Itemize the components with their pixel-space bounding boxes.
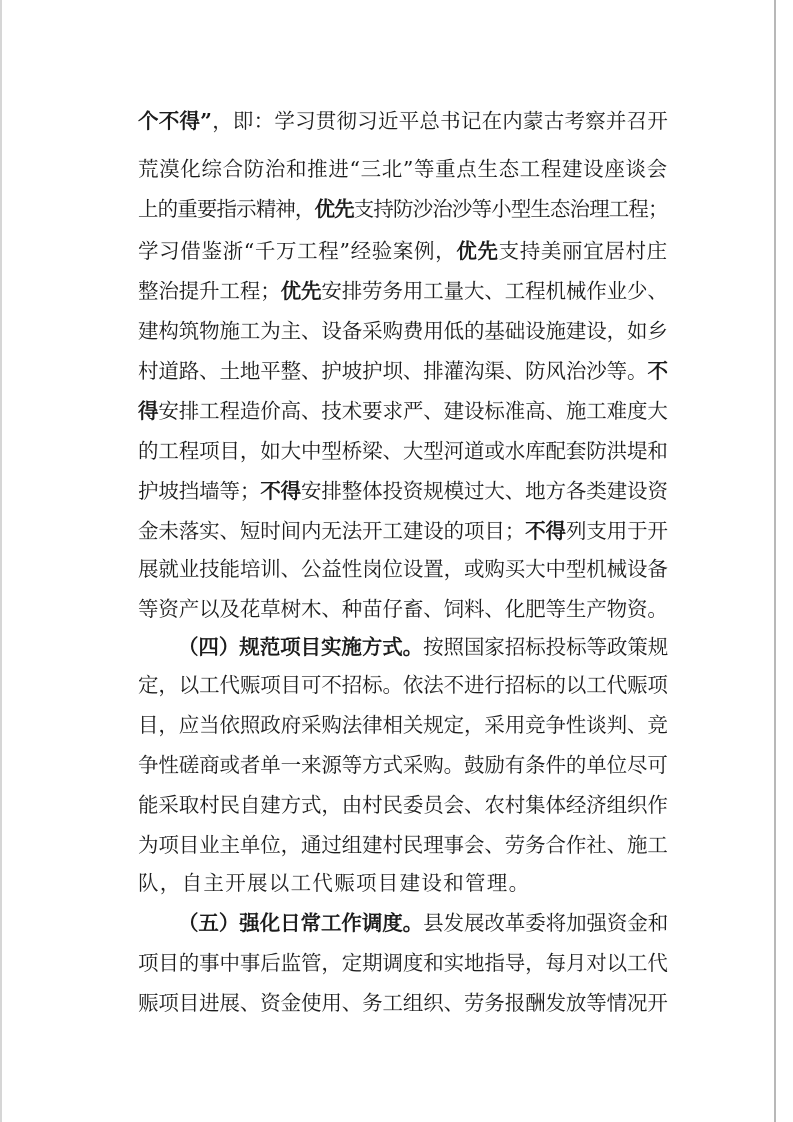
text: ，即：学习贯彻习近平总书记在内蒙古考察并召开 <box>212 109 669 133</box>
text-line <box>138 950 668 976</box>
section-heading: （五）强化日常工作调度。 <box>178 911 424 935</box>
section-heading: （四）规范项目实施方式。 <box>178 635 424 659</box>
text: 学习借鉴浙“千万工程”经验案例， <box>138 239 457 263</box>
bold-text: 不得 <box>260 479 302 503</box>
text: 展就业技能培训、公益性岗位设置，或购买大中型机械设备 <box>138 557 668 581</box>
text-line <box>138 358 668 384</box>
text-line <box>138 792 668 818</box>
text: 赈项目进展、资金使用、务工组织、劳务报酬发放等情况开 <box>138 991 668 1015</box>
text-line <box>138 556 668 582</box>
text: 争性磋商或者单一来源等方式采购。鼓励有条件的单位尽可 <box>138 753 668 777</box>
text: 护坡挡墙等； <box>138 479 261 503</box>
text: 等资产以及花草树木、种苗仔畜、饲料、化肥等生产物资。 <box>138 597 668 621</box>
bold-text: 不得 <box>525 519 566 543</box>
text-line <box>138 238 668 264</box>
text-line <box>138 596 668 622</box>
text-line <box>138 832 668 858</box>
text-line <box>138 712 668 738</box>
text-line <box>138 870 668 896</box>
text: 列支用于开 <box>565 519 668 543</box>
text: 支持防沙治沙等小型生态治理工程； <box>353 197 668 221</box>
text-line <box>138 196 668 222</box>
text: 金未落实、短时间内无法开工建设的项目； <box>138 519 526 543</box>
scan-left-edge <box>0 0 2 1122</box>
text: 支持美丽宜居村庄 <box>498 239 668 263</box>
text: 建构筑物施工为主、设备采购费用低的基础设施建设，如乡 <box>138 319 668 343</box>
bold-text: 优先 <box>456 239 499 263</box>
text: 的工程项目，如大中型桥梁、大型河道或水库配套防洪堤和 <box>138 439 668 463</box>
text: 队，自主开展以工代赈项目建设和管理。 <box>138 871 531 895</box>
text-line <box>138 478 668 504</box>
text-line <box>138 752 668 778</box>
text-line <box>138 990 668 1016</box>
scan-right-edge <box>774 0 776 1122</box>
text-line <box>138 398 668 424</box>
text: 按照国家招标投标等政策规 <box>423 635 669 659</box>
text: 村道路、土地平整、护坡护坝、排灌沟渠、防风治沙等。 <box>138 359 648 383</box>
text: 安排工程造价高、技术要求严、建设标准高、施工难度大 <box>158 399 668 423</box>
text: 安排整体投资规模过大、地方各类建设资 <box>301 479 668 503</box>
section-heading-line <box>178 634 668 660</box>
bold-text: 得 <box>138 399 159 423</box>
text: 为项目业主单位，通过组建村民理事会、劳务合作社、施工 <box>138 833 668 857</box>
section-heading-line <box>178 910 668 936</box>
text: 整治提升工程； <box>138 279 281 303</box>
text: 定，以工代赈项目可不招标。依法不进行招标的以工代赈项 <box>138 673 668 697</box>
bold-text: 个不得” <box>138 109 213 133</box>
text: 荒漠化综合防治和推进“三北”等重点生态工程建设座谈会 <box>138 157 668 181</box>
text-line <box>138 156 668 182</box>
bold-text: 优先 <box>314 197 354 221</box>
text: 项目的事中事后监管，定期调度和实地指导，每月对以工代 <box>138 951 668 975</box>
text-line <box>138 278 668 304</box>
text: 能采取村民自建方式，由村民委员会、农村集体经济组织作 <box>138 793 668 817</box>
text-line <box>138 108 668 134</box>
text-line <box>138 438 668 464</box>
text: 安排劳务用工量大、工程机械作业少、 <box>321 279 668 303</box>
text: 目，应当依照政府采购法律相关规定，采用竞争性谈判、竞 <box>138 713 668 737</box>
text: 县发展改革委将加强资金和 <box>423 911 669 935</box>
bold-text: 优先 <box>280 279 322 303</box>
text: 上的重要指示精神， <box>138 197 315 221</box>
bold-text: 不 <box>647 359 668 383</box>
text-line <box>138 518 668 544</box>
text-line <box>138 318 668 344</box>
text-line <box>138 672 668 698</box>
